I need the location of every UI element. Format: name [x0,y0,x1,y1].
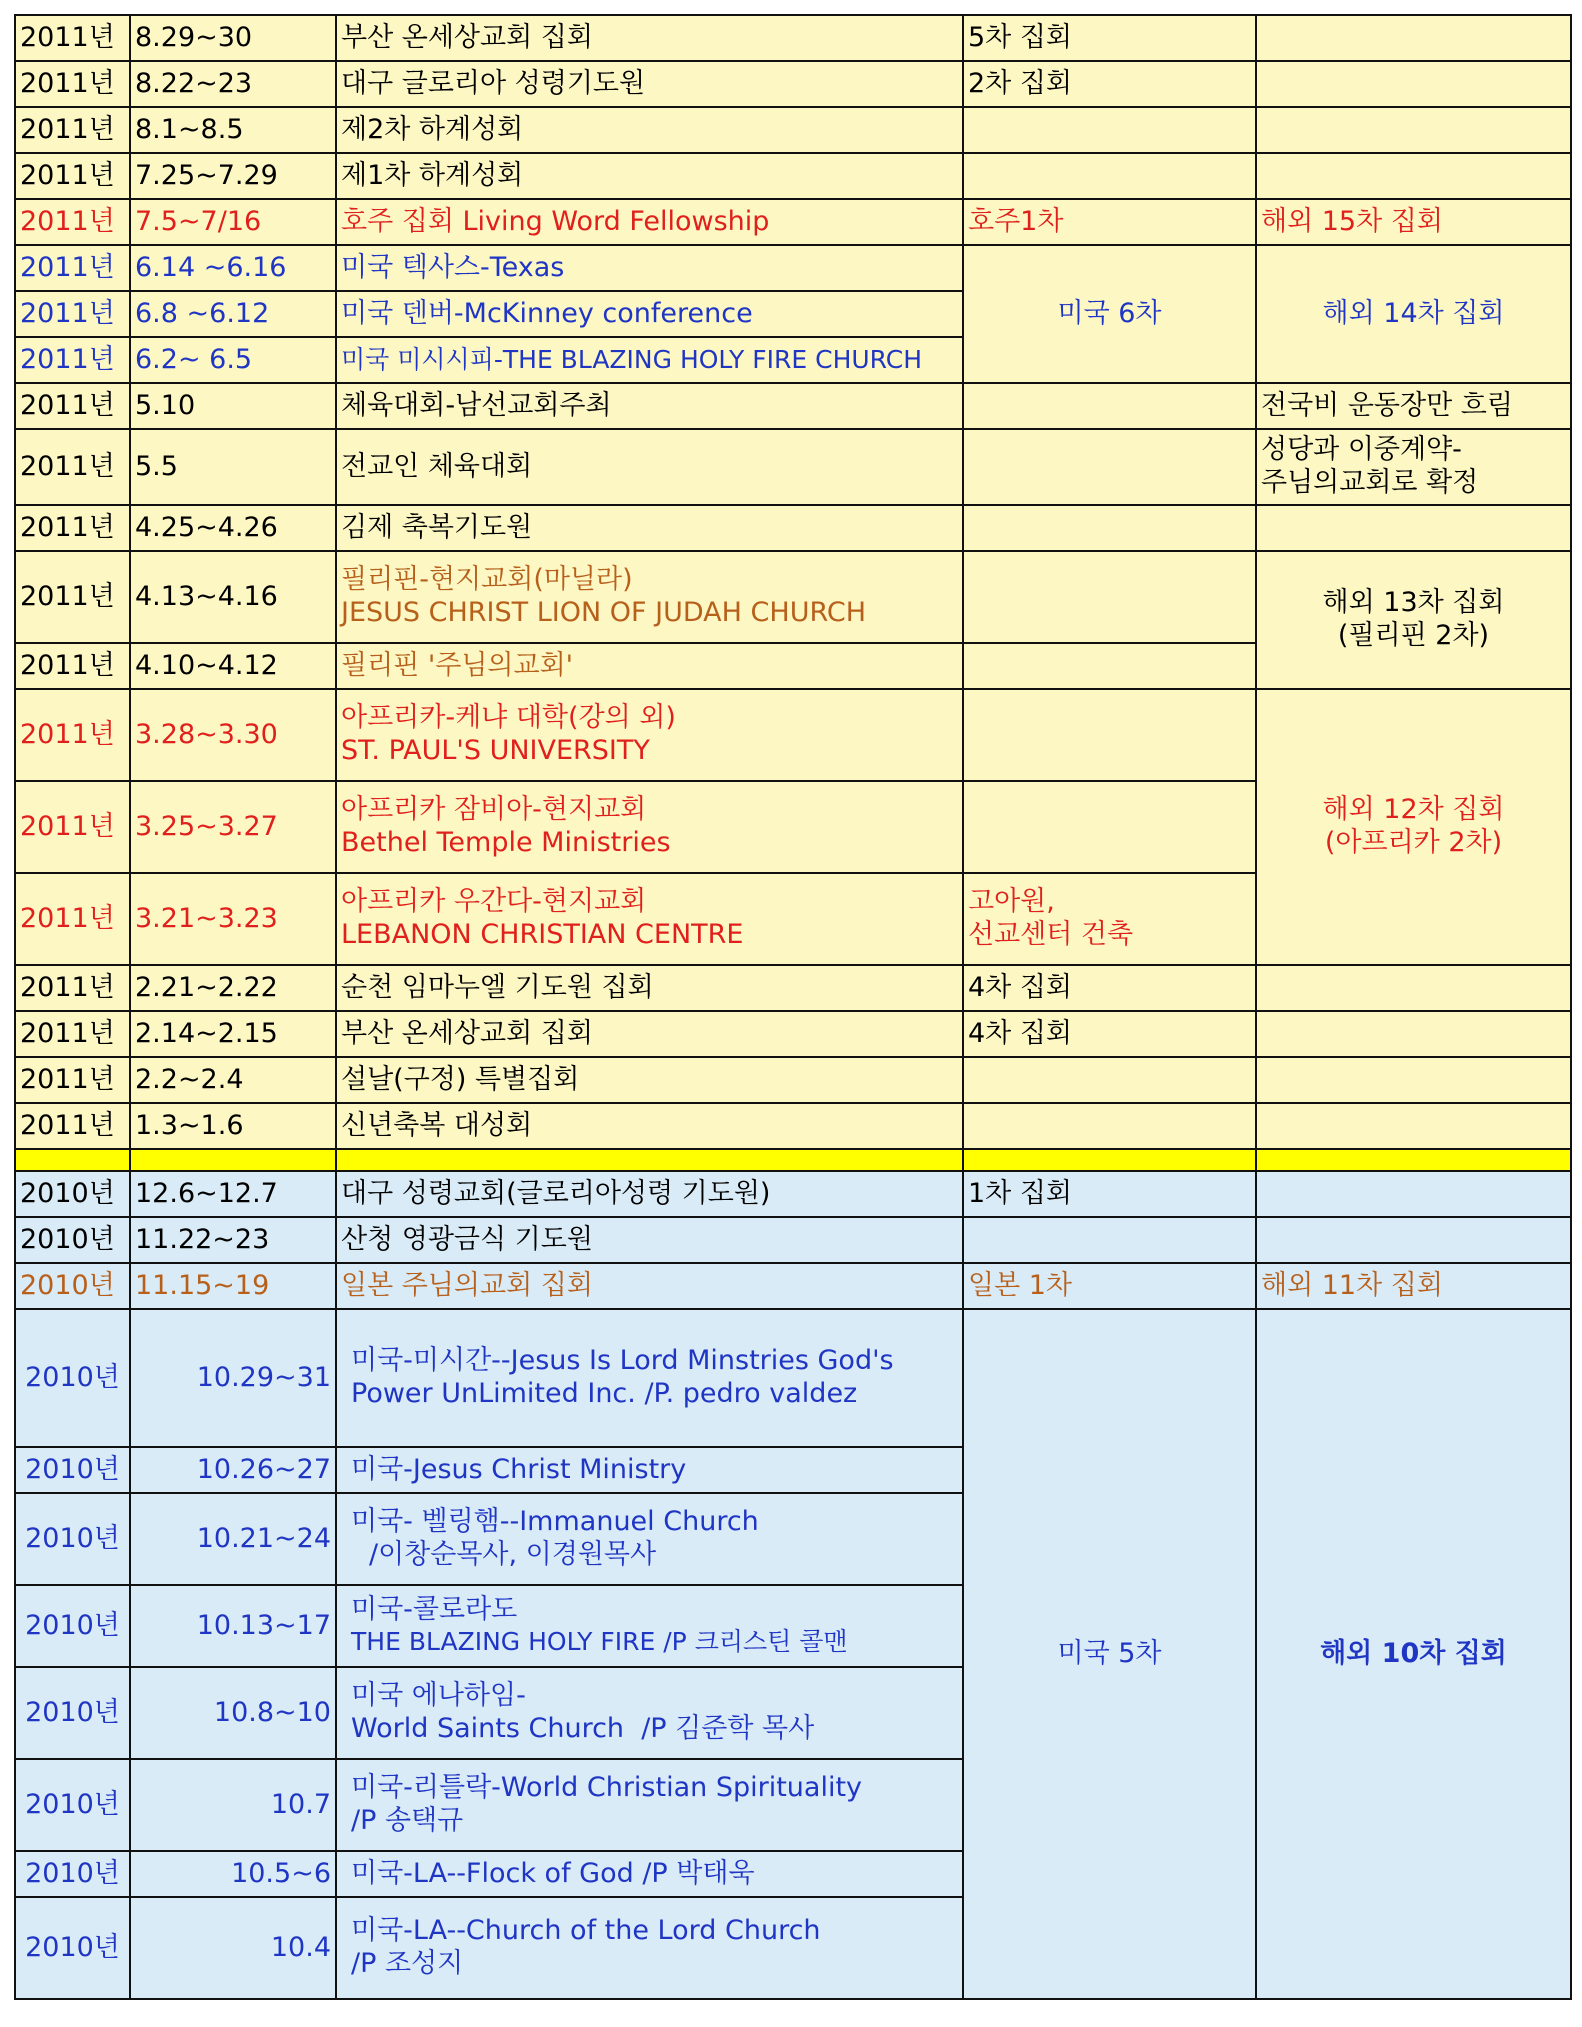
event-cell: 신년축복 대성회 [336,1103,963,1149]
date-cell: 7.5~7/16 [130,199,336,245]
event-line: 미국 에나하임- [351,1680,526,1712]
date-cell: 10.4 [130,1897,336,1999]
note-cell: 호주1차 [963,199,1256,245]
note-cell [963,689,1256,781]
table-row [15,107,1571,153]
event-cell [336,1493,963,1585]
table-row [15,965,1571,1011]
note-line: 선교센터 건축 [968,919,1134,950]
overseas-line: 주님의교회로 확정 [1261,467,1479,498]
note-cell: 1차 집회 [963,1171,1256,1217]
table-row [15,551,1571,643]
separator-cell [1256,1149,1571,1171]
event-cell: 필리핀 '주님의교회' [336,643,963,689]
date-cell: 7.25~7.29 [130,153,336,199]
event-cell: 일본 주님의교회 집회 [336,1263,963,1309]
date-cell: 2.21~2.22 [130,965,336,1011]
date-cell: 12.6~12.7 [130,1171,336,1217]
year-cell: 2011년 [15,383,130,429]
table-row [15,1217,1571,1263]
date-cell: 6.8 ~6.12 [130,291,336,337]
event-line: 미국-미시간--Jesus Is Lord Minstries God's [351,1345,894,1377]
overseas-cell: 해외 11차 집회 [1256,1263,1571,1309]
note-line: 고아원, [968,886,1055,918]
event-line: 미국-리틀락-World Christian Spirituality [351,1772,863,1804]
event-line: 미국-콜로라도 [351,1594,518,1626]
event-cell: 제2차 하계성회 [336,107,963,153]
overseas-cell [1256,1217,1571,1263]
year-cell: 2011년 [15,551,130,643]
year-cell: 2010년 [15,1309,130,1447]
note-cell [963,505,1256,551]
note-cell [963,107,1256,153]
event-line: 미국- 벨링햄--Immanuel Church [351,1506,759,1538]
event-line: 아프리카 우간다-현지교회 [341,886,647,918]
event-cell: 순천 임마누엘 기도원 집회 [336,965,963,1011]
table-row [15,15,1571,61]
date-cell: 11.15~19 [130,1263,336,1309]
table-row [15,429,1571,505]
event-cell: 대구 성령교회(글로리아성령 기도원) [336,1171,963,1217]
table-row [15,1171,1571,1217]
year-cell: 2011년 [15,15,130,61]
date-cell: 8.22~23 [130,61,336,107]
event-cell: 전교인 체육대회 [336,429,963,505]
event-line: JESUS CHRIST LION OF JUDAH CHURCH [341,597,867,628]
note-cell: 미국 5차 [963,1309,1256,1999]
note-cell: 4차 집회 [963,1011,1256,1057]
table-row [15,153,1571,199]
year-cell: 2010년 [15,1585,130,1667]
date-cell: 4.25~4.26 [130,505,336,551]
date-cell: 10.29~31 [130,1309,336,1447]
overseas-line: 해외 13차 집회 [1322,587,1505,619]
year-cell: 2011년 [15,505,130,551]
event-line: /P 조성지 [351,1948,464,1979]
table-row [15,1103,1571,1149]
event-line: Power UnLimited Inc. /P. pedro valdez [351,1378,858,1409]
year-cell: 2010년 [15,1759,130,1851]
year-cell: 2010년 [15,1851,130,1897]
table-row [15,689,1571,781]
date-cell: 3.25~3.27 [130,781,336,873]
schedule-table [14,14,1572,2000]
year-cell: 2010년 [15,1667,130,1759]
year-cell: 2011년 [15,1011,130,1057]
event-line: Bethel Temple Ministries [341,827,671,858]
note-cell [963,383,1256,429]
date-cell: 1.3~1.6 [130,1103,336,1149]
overseas-line: 성당과 이중계약- [1261,434,1462,466]
date-cell: 6.2~ 6.5 [130,337,336,383]
overseas-cell [1256,1171,1571,1217]
event-cell [336,1897,963,1999]
note-cell: 미국 6차 [963,245,1256,383]
overseas-cell [1256,965,1571,1011]
separator-cell [130,1149,336,1171]
table-row [15,505,1571,551]
event-cell [336,1585,963,1667]
note-cell: 2차 집회 [963,61,1256,107]
note-cell [963,1103,1256,1149]
event-line: World Saints Church /P 김준학 목사 [351,1713,815,1744]
date-cell: 6.14 ~6.16 [130,245,336,291]
note-cell [963,429,1256,505]
event-cell [336,781,963,873]
year-cell: 2011년 [15,107,130,153]
event-line: THE BLAZING HOLY FIRE /P 크리스틴 콜맨 [351,1627,848,1657]
date-cell: 2.14~2.15 [130,1011,336,1057]
table-row [15,1309,1571,1447]
table-row [15,199,1571,245]
overseas-line: (필리핀 2차) [1337,620,1490,651]
year-separator-row [15,1149,1571,1171]
event-cell: 미국-LA--Flock of God /P 박태욱 [336,1851,963,1897]
event-cell: 김제 축복기도원 [336,505,963,551]
event-cell: 부산 온세상교회 집회 [336,1011,963,1057]
date-cell: 10.5~6 [130,1851,336,1897]
event-line: LEBANON CHRISTIAN CENTRE [341,919,744,950]
date-cell: 5.5 [130,429,336,505]
event-cell: 미국 덴버-McKinney conference [336,291,963,337]
event-line: /이창순목사, 이경원목사 [369,1539,657,1570]
table-row [15,1011,1571,1057]
year-cell: 2010년 [15,1447,130,1493]
event-line: ST. PAUL'S UNIVERSITY [341,735,650,766]
note-cell [963,781,1256,873]
note-cell [963,873,1256,965]
overseas-cell [1256,505,1571,551]
event-cell: 미국 텍사스-Texas [336,245,963,291]
date-cell: 11.22~23 [130,1217,336,1263]
event-cell [336,1309,963,1447]
overseas-cell [1256,1103,1571,1149]
event-cell [336,1667,963,1759]
year-cell: 2010년 [15,1263,130,1309]
overseas-cell [1256,153,1571,199]
year-cell: 2011년 [15,1103,130,1149]
event-cell: 대구 글로리아 성령기도원 [336,61,963,107]
event-cell: 산청 영광금식 기도원 [336,1217,963,1263]
event-cell [336,551,963,643]
overseas-cell [1256,15,1571,61]
year-cell: 2011년 [15,965,130,1011]
date-cell: 10.8~10 [130,1667,336,1759]
year-cell: 2010년 [15,1171,130,1217]
overseas-line: 해외 12차 집회 [1322,794,1505,826]
date-cell: 3.28~3.30 [130,689,336,781]
overseas-cell [1256,429,1571,505]
overseas-line: (아프리카 2차) [1324,827,1503,858]
event-cell [336,873,963,965]
year-cell: 2011년 [15,61,130,107]
overseas-cell: 해외 10차 집회 [1256,1309,1571,1999]
overseas-cell: 해외 14차 집회 [1256,245,1571,383]
note-cell: 4차 집회 [963,965,1256,1011]
year-cell: 2011년 [15,429,130,505]
note-cell [963,1217,1256,1263]
date-cell: 10.7 [130,1759,336,1851]
year-cell: 2010년 [15,1217,130,1263]
overseas-cell [1256,689,1571,965]
event-line: 아프리카 잠비아-현지교회 [341,794,647,826]
table-row [15,1263,1571,1309]
year-cell: 2011년 [15,873,130,965]
overseas-cell: 해외 15차 집회 [1256,199,1571,245]
date-cell: 4.13~4.16 [130,551,336,643]
year-cell: 2011년 [15,337,130,383]
event-line: /P 송택규 [351,1805,464,1836]
event-cell: 미국 미시시피-THE BLAZING HOLY FIRE CHURCH [336,337,963,383]
event-cell: 호주 집회 Living Word Fellowship [336,199,963,245]
date-cell: 4.10~4.12 [130,643,336,689]
year-cell: 2011년 [15,643,130,689]
year-cell: 2011년 [15,291,130,337]
event-cell: 제1차 하계성회 [336,153,963,199]
date-cell: 10.21~24 [130,1493,336,1585]
event-line: 필리핀-현지교회(마닐라) [341,564,633,596]
note-cell [963,153,1256,199]
overseas-cell [1256,61,1571,107]
event-cell: 미국-Jesus Christ Ministry [336,1447,963,1493]
separator-cell [15,1149,130,1171]
event-cell: 체육대회-남선교회주최 [336,383,963,429]
year-cell: 2011년 [15,153,130,199]
date-cell: 3.21~3.23 [130,873,336,965]
year-cell: 2010년 [15,1493,130,1585]
year-cell: 2011년 [15,1057,130,1103]
note-cell [963,551,1256,643]
overseas-cell [1256,1057,1571,1103]
event-cell [336,1759,963,1851]
year-cell: 2011년 [15,781,130,873]
table-row [15,383,1571,429]
event-cell [336,689,963,781]
overseas-cell: 전국비 운동장만 흐림 [1256,383,1571,429]
year-cell: 2010년 [15,1897,130,1999]
year-cell: 2011년 [15,245,130,291]
overseas-cell [1256,1011,1571,1057]
separator-cell [963,1149,1256,1171]
year-cell: 2011년 [15,689,130,781]
event-cell: 설날(구정) 특별집회 [336,1057,963,1103]
note-cell [963,643,1256,689]
separator-cell [336,1149,963,1171]
note-cell: 일본 1차 [963,1263,1256,1309]
event-cell: 부산 온세상교회 집회 [336,15,963,61]
year-cell: 2011년 [15,199,130,245]
date-cell: 8.29~30 [130,15,336,61]
date-cell: 2.2~2.4 [130,1057,336,1103]
table-row [15,245,1571,291]
overseas-cell [1256,107,1571,153]
date-cell: 5.10 [130,383,336,429]
date-cell: 10.13~17 [130,1585,336,1667]
date-cell: 8.1~8.5 [130,107,336,153]
event-line: 미국-LA--Church of the Lord Church [351,1915,821,1947]
note-cell: 5차 집회 [963,15,1256,61]
table-row [15,1057,1571,1103]
date-cell: 10.26~27 [130,1447,336,1493]
table-row [15,61,1571,107]
note-cell [963,1057,1256,1103]
event-line: 아프리카-케냐 대학(강의 외) [341,702,676,734]
overseas-cell [1256,551,1571,689]
